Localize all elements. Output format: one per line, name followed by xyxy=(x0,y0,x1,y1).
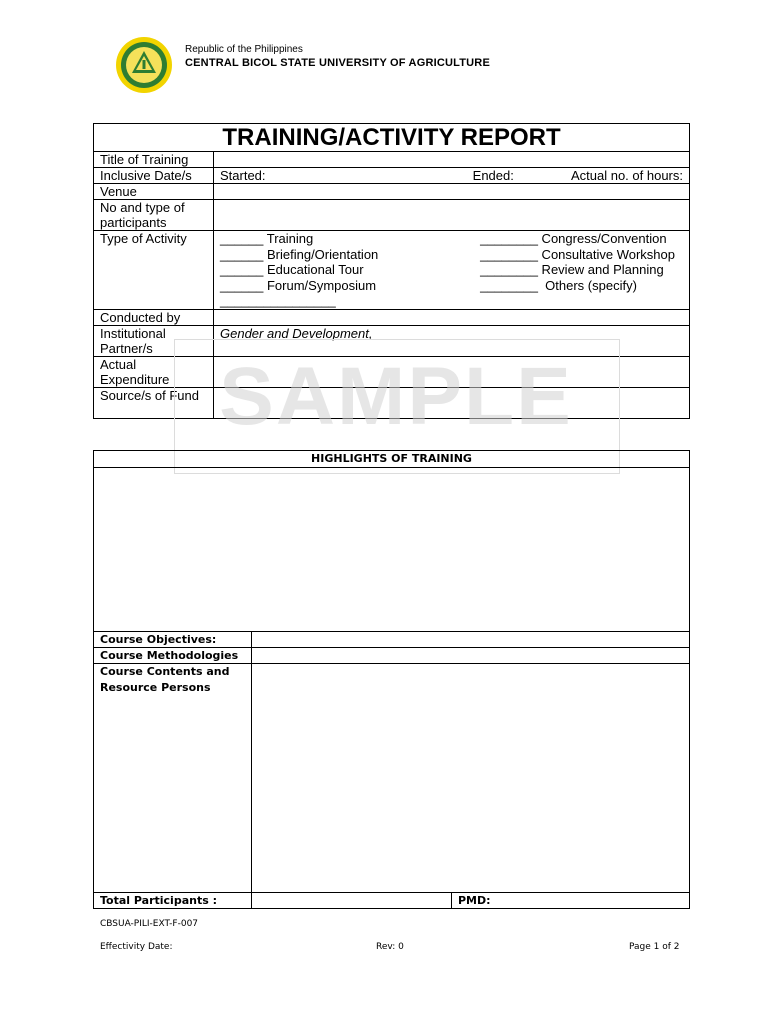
title-of-training-field[interactable] xyxy=(214,152,690,168)
republic-line: Republic of the Philippines xyxy=(185,44,303,55)
highlights-table xyxy=(93,450,690,909)
effectivity-date: Effectivity Date: xyxy=(100,942,173,952)
conducted-by-label: Conducted by xyxy=(94,309,214,325)
activity-list-right xyxy=(480,231,683,309)
activity-option[interactable]: ________________ xyxy=(220,293,336,309)
venue-field[interactable] xyxy=(214,184,690,200)
course-objectives-label: Course Objectives: xyxy=(94,632,252,648)
actual-hours-label: Actual no. of hours: xyxy=(570,168,683,183)
venue-label: Venue xyxy=(94,184,214,200)
course-methodologies-field[interactable] xyxy=(252,648,690,664)
course-objectives-field[interactable] xyxy=(252,632,690,648)
course-contents-label: Course Contents and Resource Persons xyxy=(94,664,252,893)
conducted-by-field[interactable] xyxy=(214,309,690,325)
participants-field[interactable] xyxy=(214,200,690,231)
inclusive-dates-label: Inclusive Date/s xyxy=(94,168,214,184)
activity-option[interactable]: ______ Forum/Symposium xyxy=(220,277,377,293)
institutional-partners-label: Institutional Partner/s xyxy=(94,325,214,356)
ended-label: Ended: xyxy=(472,168,514,183)
activity-option[interactable]: ______ Educational Tour xyxy=(220,262,364,278)
total-participants-field[interactable] xyxy=(252,893,452,909)
course-contents-field[interactable] xyxy=(252,664,690,893)
type-of-activity-field[interactable] xyxy=(214,231,690,310)
title-of-training-label: Title of Training xyxy=(94,152,214,168)
highlights-heading: HIGHLIGHTS OF TRAINING xyxy=(94,451,690,468)
highlights-field[interactable] xyxy=(94,468,690,632)
activity-option[interactable]: ________ Consultative Workshop xyxy=(480,246,675,262)
activity-option[interactable]: ________ Others (specify) xyxy=(480,277,637,293)
activity-list-left xyxy=(220,231,378,309)
type-of-activity-label: Type of Activity xyxy=(94,231,214,310)
pmd-label: PMD: xyxy=(452,893,690,909)
source-of-fund-label: Source/s of Fund xyxy=(94,387,214,418)
sample-watermark: SAMPLE xyxy=(219,351,573,442)
activity-option[interactable]: ________ Congress/Convention xyxy=(480,231,667,246)
form-code: CBSUA-PILI-EXT-F-007 xyxy=(100,919,199,929)
university-name: CENTRAL BICOL STATE UNIVERSITY OF AGRICULTURE xyxy=(185,57,490,69)
page-number: Page 1 of 2 xyxy=(629,942,680,952)
course-methodologies-label: Course Methodologies xyxy=(94,648,252,664)
actual-expenditure-label: Actual Expenditure xyxy=(94,356,214,387)
started-label: Started: xyxy=(220,168,266,183)
report-title: TRAINING/ACTIVITY REPORT xyxy=(94,124,690,152)
revision-number: Rev: 0 xyxy=(376,942,404,952)
inclusive-dates-field[interactable] xyxy=(214,168,690,184)
participants-label: No and type of participants xyxy=(94,200,214,231)
activity-option[interactable]: ______ Training xyxy=(220,231,314,246)
activity-option[interactable]: ________ Review and Planning xyxy=(480,262,664,278)
university-seal-icon xyxy=(115,36,173,94)
gender-development-field[interactable]: Gender and Development,_______________ xyxy=(214,325,690,356)
activity-option[interactable]: ______ Briefing/Orientation xyxy=(220,246,379,262)
total-participants-label: Total Participants : xyxy=(94,893,252,909)
